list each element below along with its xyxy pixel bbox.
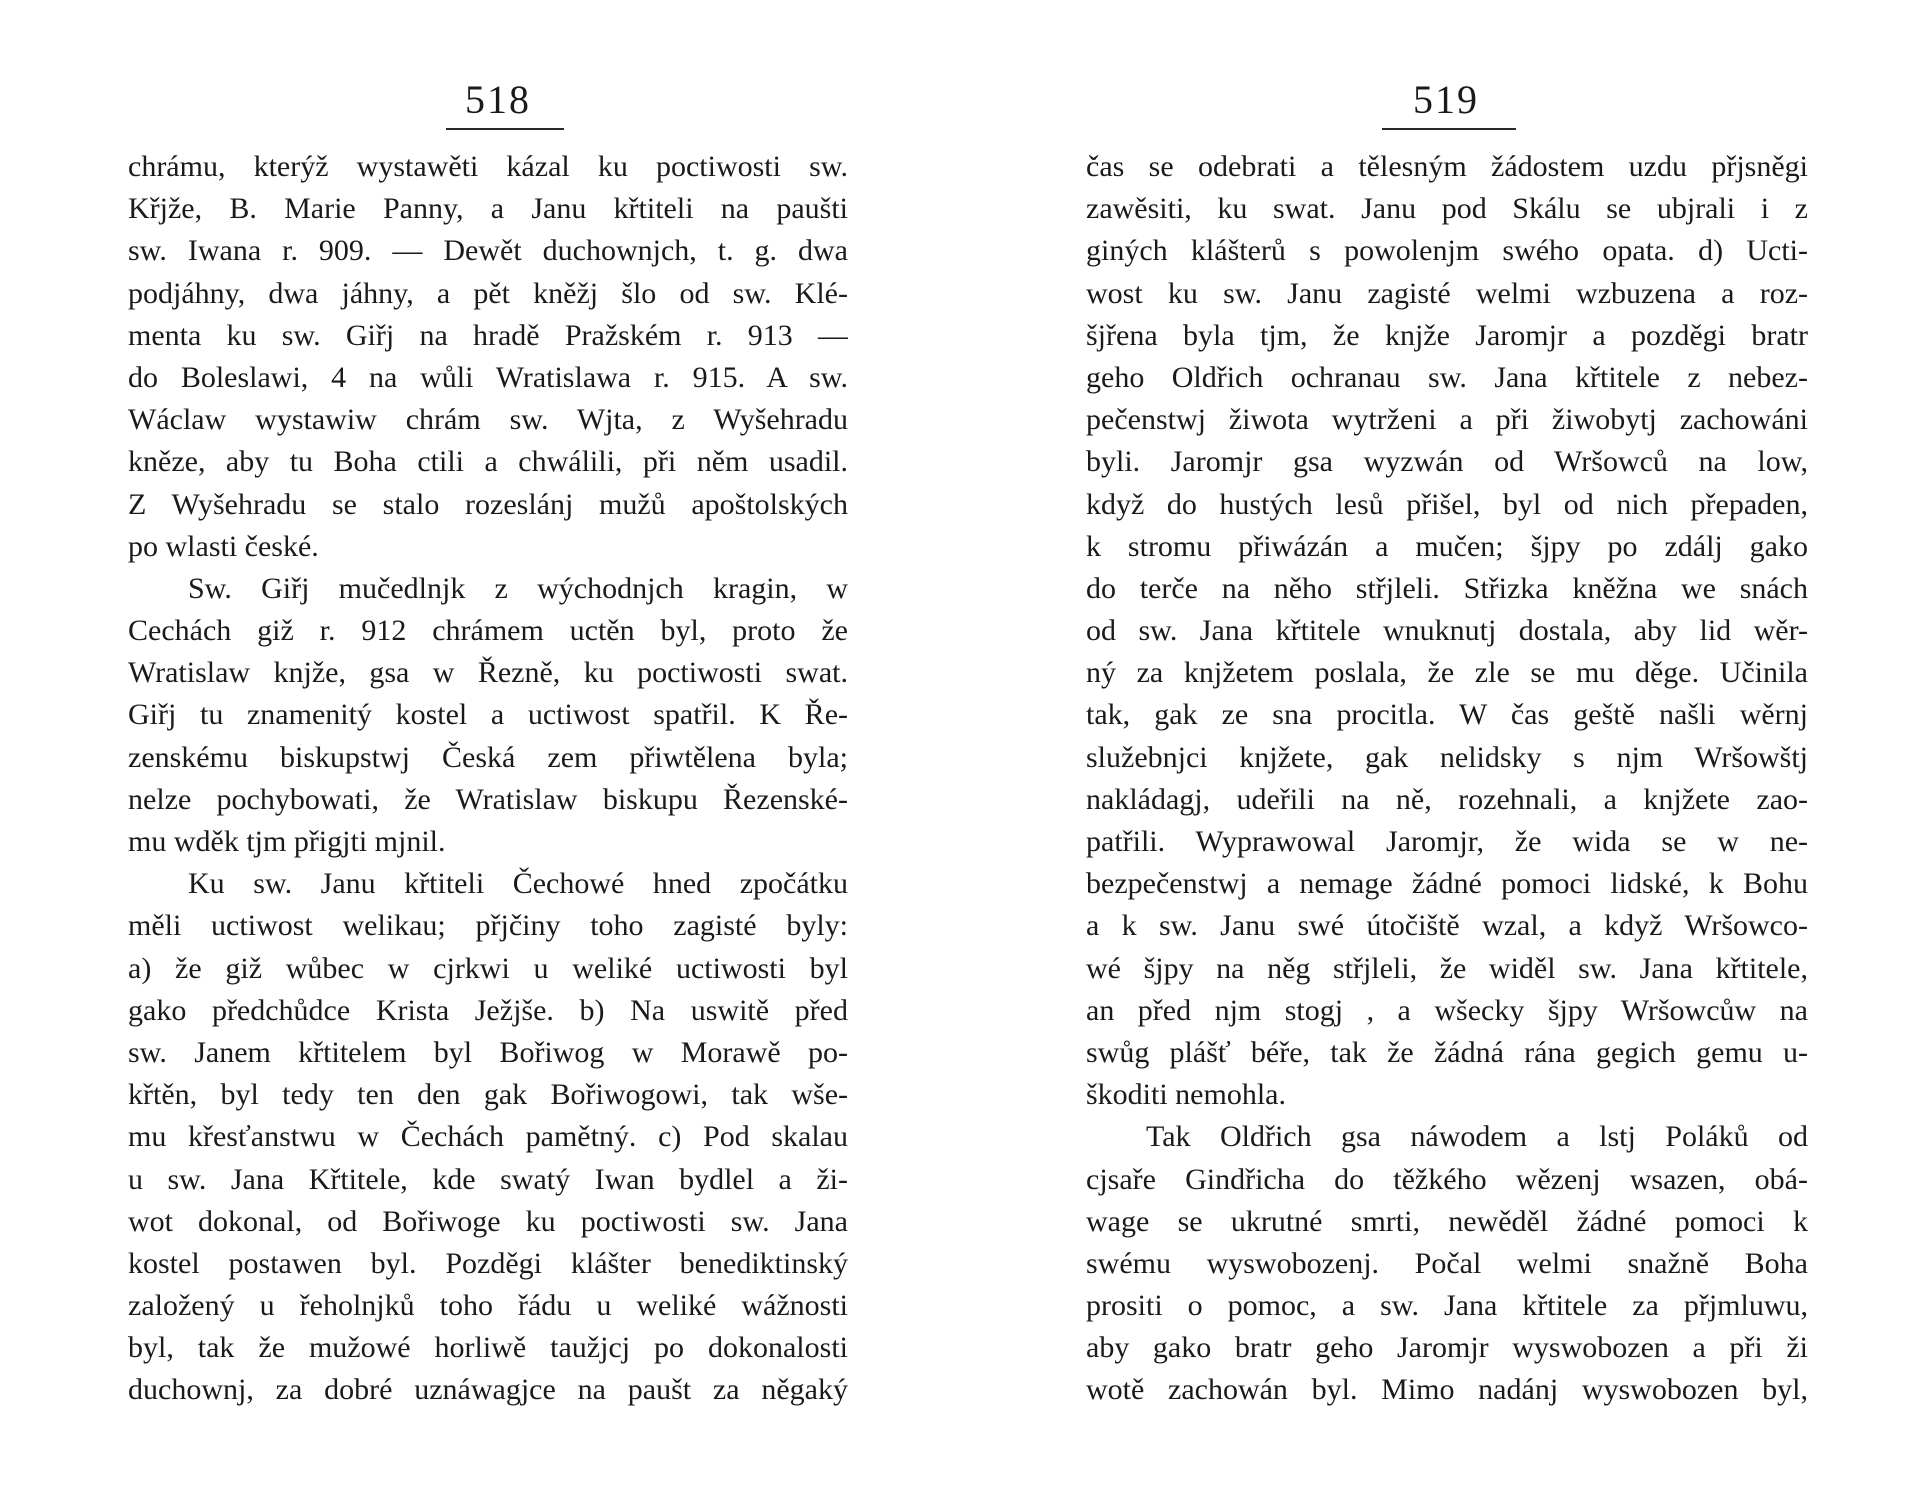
text-line: Sw. Giřj mučedlnjk z wýchodnjch kragin, w (188, 571, 848, 605)
text-line: duchownj, za dobré uznáwagjce na paušt za něgaký (128, 1373, 848, 1407)
text-line: nakládagj, udeřili na ně, rozehnali, a knjžete zao- (1086, 782, 1808, 816)
text-line: škoditi nemohla. (1086, 1078, 1286, 1112)
text-line: do terče na něho střjleli. Střizka kněžna we snách (1086, 571, 1808, 605)
text-line: od sw. Jana křtitele wnuknutj dostala, aby lid wěr- (1086, 614, 1808, 648)
text-line: mu křesťanstwu w Čechách pamětný. c) Pod skalau (128, 1120, 848, 1154)
page-text (128, 146, 848, 1412)
page-number-rule (1382, 128, 1516, 130)
text-line: když do hustých lesů přišel, byl od nich přepaden, (1086, 487, 1808, 521)
text-line: založený u řeholnjků toho řádu u weliké wážnosti (128, 1289, 848, 1323)
text-line: wé šjpy na něg střjleli, že widěl sw. Jana křtitele, (1086, 951, 1808, 985)
text-line: kostel postawen byl. Pozděgi klášter benediktinský (128, 1246, 848, 1280)
text-line: Cechách giž r. 912 chrámem uctěn byl, proto že (128, 614, 848, 648)
text-line: swému wyswobozenj. Počal welmi snažně Boha (1086, 1246, 1808, 1280)
text-line: pečenstwj žiwota wytrženi a při žiwobytj zachowáni (1086, 403, 1808, 437)
text-line: menta ku sw. Giřj na hradě Pražském r. 913 — (128, 318, 848, 352)
text-line: aby gako bratr geho Jaromjr wyswobozen a při ži (1086, 1331, 1808, 1365)
text-line: zawěsiti, ku swat. Janu pod Skálu se ubjrali i z (1086, 192, 1808, 226)
text-line: prositi o pomoc, a sw. Jana křtitele za přjmluwu, (1086, 1289, 1808, 1323)
text-line: kněze, aby tu Boha ctili a chwálili, při něm usadil. (128, 445, 848, 479)
text-line: giných klášterů s powolenjm swého opata. d) Ucti- (1086, 234, 1808, 268)
text-line: Wratislaw knjže, gsa w Řezně, ku poctiwosti swat. (128, 656, 848, 690)
text-line: chrámu, kterýž wystawěti kázal ku poctiwosti sw. (128, 150, 848, 183)
text-line: podjáhny, dwa jáhny, a pět kněžj šlo od sw. Klé- (128, 276, 848, 310)
page-number: 519 (1413, 77, 1479, 122)
text-line: Giřj tu znamenitý kostel a uctiwost spatřil. K Ře- (128, 698, 848, 732)
text-line: Z Wyšehradu se stalo rozeslánj mužů apoštolských (128, 487, 848, 521)
text-line: po wlasti české. (128, 529, 319, 563)
text-line: wage se ukrutné smrti, newěděl žádné pomoci k (1086, 1204, 1808, 1238)
text-line: patřili. Wyprawowal Jaromjr, že wida se w ne- (1086, 825, 1808, 858)
page-number: 518 (465, 77, 531, 122)
page-text (1086, 146, 1808, 1412)
right-page (1086, 0, 1808, 1500)
text-line: ný za knjžetem poslala, že zle se mu děge. Učinila (1086, 656, 1808, 690)
text-line: nelze pochybowati, že Wratislaw biskupu Řezenské- (128, 782, 848, 816)
text-line: měli uctiwost welikau; přjčiny toho zagisté byly: (128, 909, 848, 943)
text-line: šjřena byla tjm, že knjže Jaromjr a pozděgi bratr (1086, 318, 1808, 352)
text-line: Křjže, B. Marie Panny, a Janu křtiteli na paušti (128, 192, 848, 226)
text-line: a) že giž wůbec w cjrkwi u weliké uctiwosti byl (128, 951, 848, 985)
text-line: čas se odebrati a tělesným žádostem uzdu přjsněgi (1086, 150, 1808, 183)
text-line: bezpečenstwj a nemage žádné pomoci lidské, k Bohu (1086, 867, 1808, 901)
text-line: křtěn, byl tedy ten den gak Bořiwogowi, tak wše- (128, 1078, 848, 1112)
text-line: wost ku sw. Janu zagisté welmi wzbuzena a roz- (1086, 276, 1808, 310)
text-line: geho Oldřich ochranau sw. Jana křtitele z nebez- (1086, 360, 1808, 394)
text-line: služebnjci knjžete, gak nelidsky s njm Wršowštj (1086, 740, 1808, 774)
text-line: sw. Iwana r. 909. — Dewět duchownjch, t. g. dwa (128, 234, 848, 268)
text-line: Ku sw. Janu křtiteli Čechowé hned zpočátku (188, 867, 848, 901)
text-line: byli. Jaromjr gsa wyzwán od Wršowců na low, (1086, 445, 1808, 479)
text-line: wot dokonal, od Bořiwoge ku poctiwosti sw. Jana (128, 1204, 848, 1238)
page-number-rule (446, 128, 564, 130)
text-line: do Boleslawi, 4 na wůli Wratislawa r. 915. A sw. (128, 360, 848, 394)
text-line: sw. Janem křtitelem byl Bořiwog w Morawě po- (128, 1035, 848, 1069)
text-line: Wáclaw wystawiw chrám sw. Wjta, z Wyšehradu (128, 403, 848, 437)
text-line: byl, tak že mužowé horliwě taužjcj po dokonalosti (128, 1331, 848, 1365)
text-line: tak, gak ze sna procitla. W čas geště našli wěrnj (1086, 698, 1808, 732)
text-line: swůg plášť béře, tak že žádná rána gegich gemu u- (1086, 1035, 1808, 1069)
text-line: k stromu přiwázán a mučen; šjpy po zdálj gako (1086, 529, 1808, 563)
text-line: zenskému biskupstwj Česká zem přiwtělena byla; (128, 740, 848, 774)
text-line: u sw. Jana Křtitele, kde swatý Iwan bydlel a ži- (128, 1162, 848, 1196)
text-line: cjsaře Gindřicha do těžkého wězenj wsazen, obá- (1086, 1162, 1808, 1196)
text-line: a k sw. Janu swé útočiště wzal, a když Wršowco- (1086, 909, 1808, 943)
text-line: mu wděk tjm přigjti mjnil. (128, 825, 446, 858)
left-page (128, 0, 848, 1500)
text-line: Tak Oldřich gsa náwodem a lstj Poláků od (1146, 1120, 1808, 1154)
text-line: an před njm stogj , a wšecky šjpy Wršowcůw na (1086, 993, 1808, 1027)
text-line: wotě zachowán byl. Mimo nadánj wyswobozen byl, (1086, 1373, 1808, 1407)
text-line: gako předchůdce Krista Ježjše. b) Na uswitě před (128, 993, 848, 1027)
